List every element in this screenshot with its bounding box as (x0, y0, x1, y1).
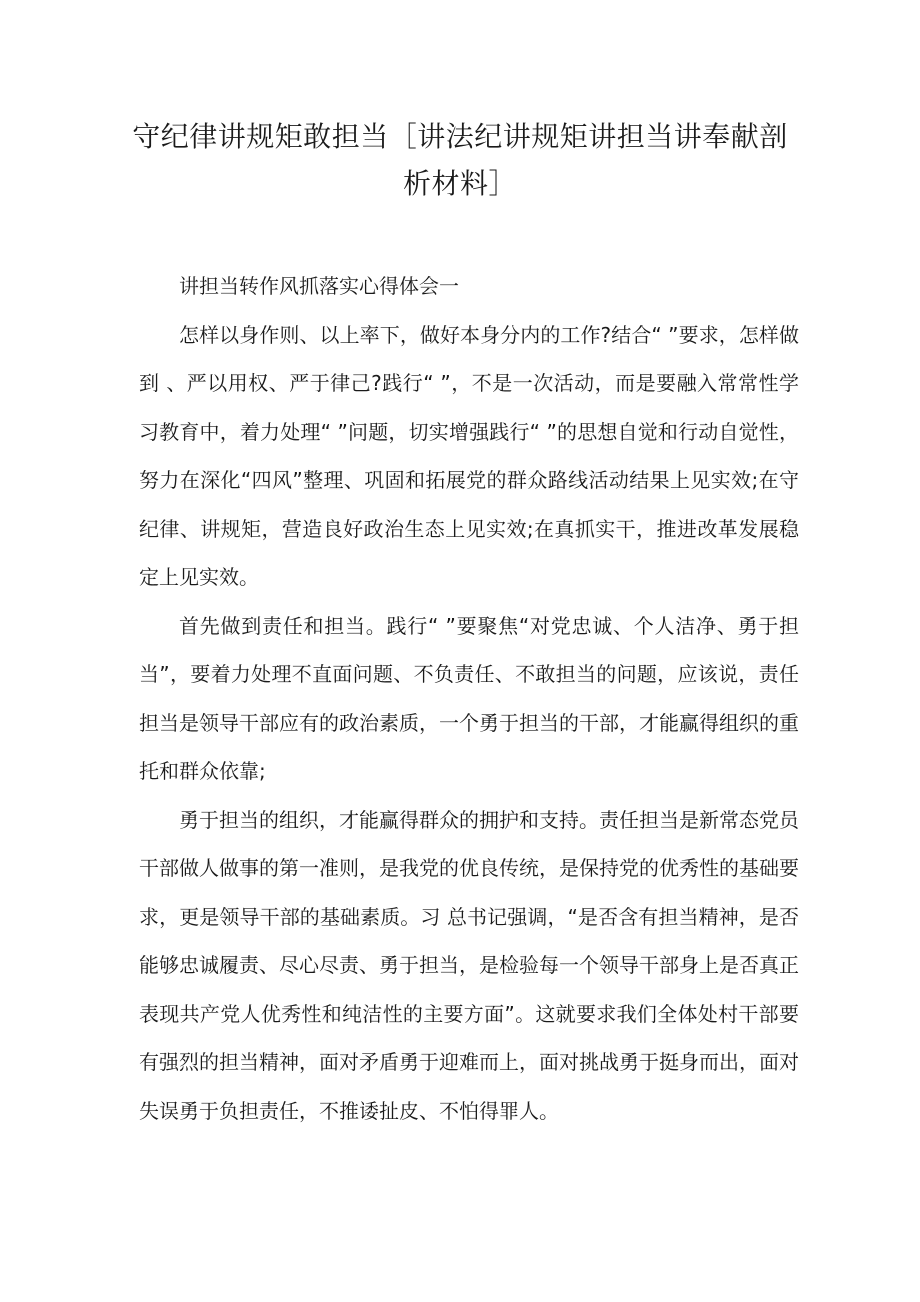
document-title: 守纪律讲规矩敢担当［讲法纪讲规矩讲担当讲奉献剖析材料］ (132, 120, 788, 200)
paragraph-2: 首先做到责任和担当。践行“ ”要聚焦“对党忠诚、个人洁净、勇于担当”，要着力处理不直面问题、不负责任、不敢担当的问题，应该说，责任担当是领导干部应有的政治素质，一个勇于担当的干部，才能赢得组织的重托和群众依靠; (139, 613, 799, 783)
paragraph-3: 勇于担当的组织，才能赢得群众的拥护和支持。责任担当是新常态党员干部做人做事的第一准则，是我党的优良传统，是保持党的优秀性的基础要求，更是领导干部的基础素质。习 总书记强调，“是否含有担当精神，是否能够忠诚履责、尽心尽责、勇于担当，是检验每一个领导干部身上是否真正表现共产党人优秀性和纯洁性的主要方面”。这就要求我们全体处村干部要有强烈的担当精神，面对矛盾勇于迎难而上，面对挑战勇于挺身而出，面对失误勇于负担责任，不推诿扯皮、不怕得罪人。 (139, 807, 799, 1123)
document-body (139, 262, 799, 1135)
section-subtitle: 讲担当转作风抓落实心得体会一 (179, 274, 459, 298)
paragraph-1: 怎样以身作则、以上率下，做好本身分内的工作?结合“ ”要求，怎样做到 、严以用权、严于律己?践行“ ”，不是一次活动，而是要融入常常性学习教育中，着力处理“ ”问题，切实增强践行“ ”的思想自觉和行动自觉性，努力在深化“四风”整理、巩固和拓展党的群众路线活动结果上见实效;在守纪律、讲规矩，营造良好政治生态上见实效;在真抓实干，推进改革发展稳定上见实效。 (139, 322, 799, 589)
